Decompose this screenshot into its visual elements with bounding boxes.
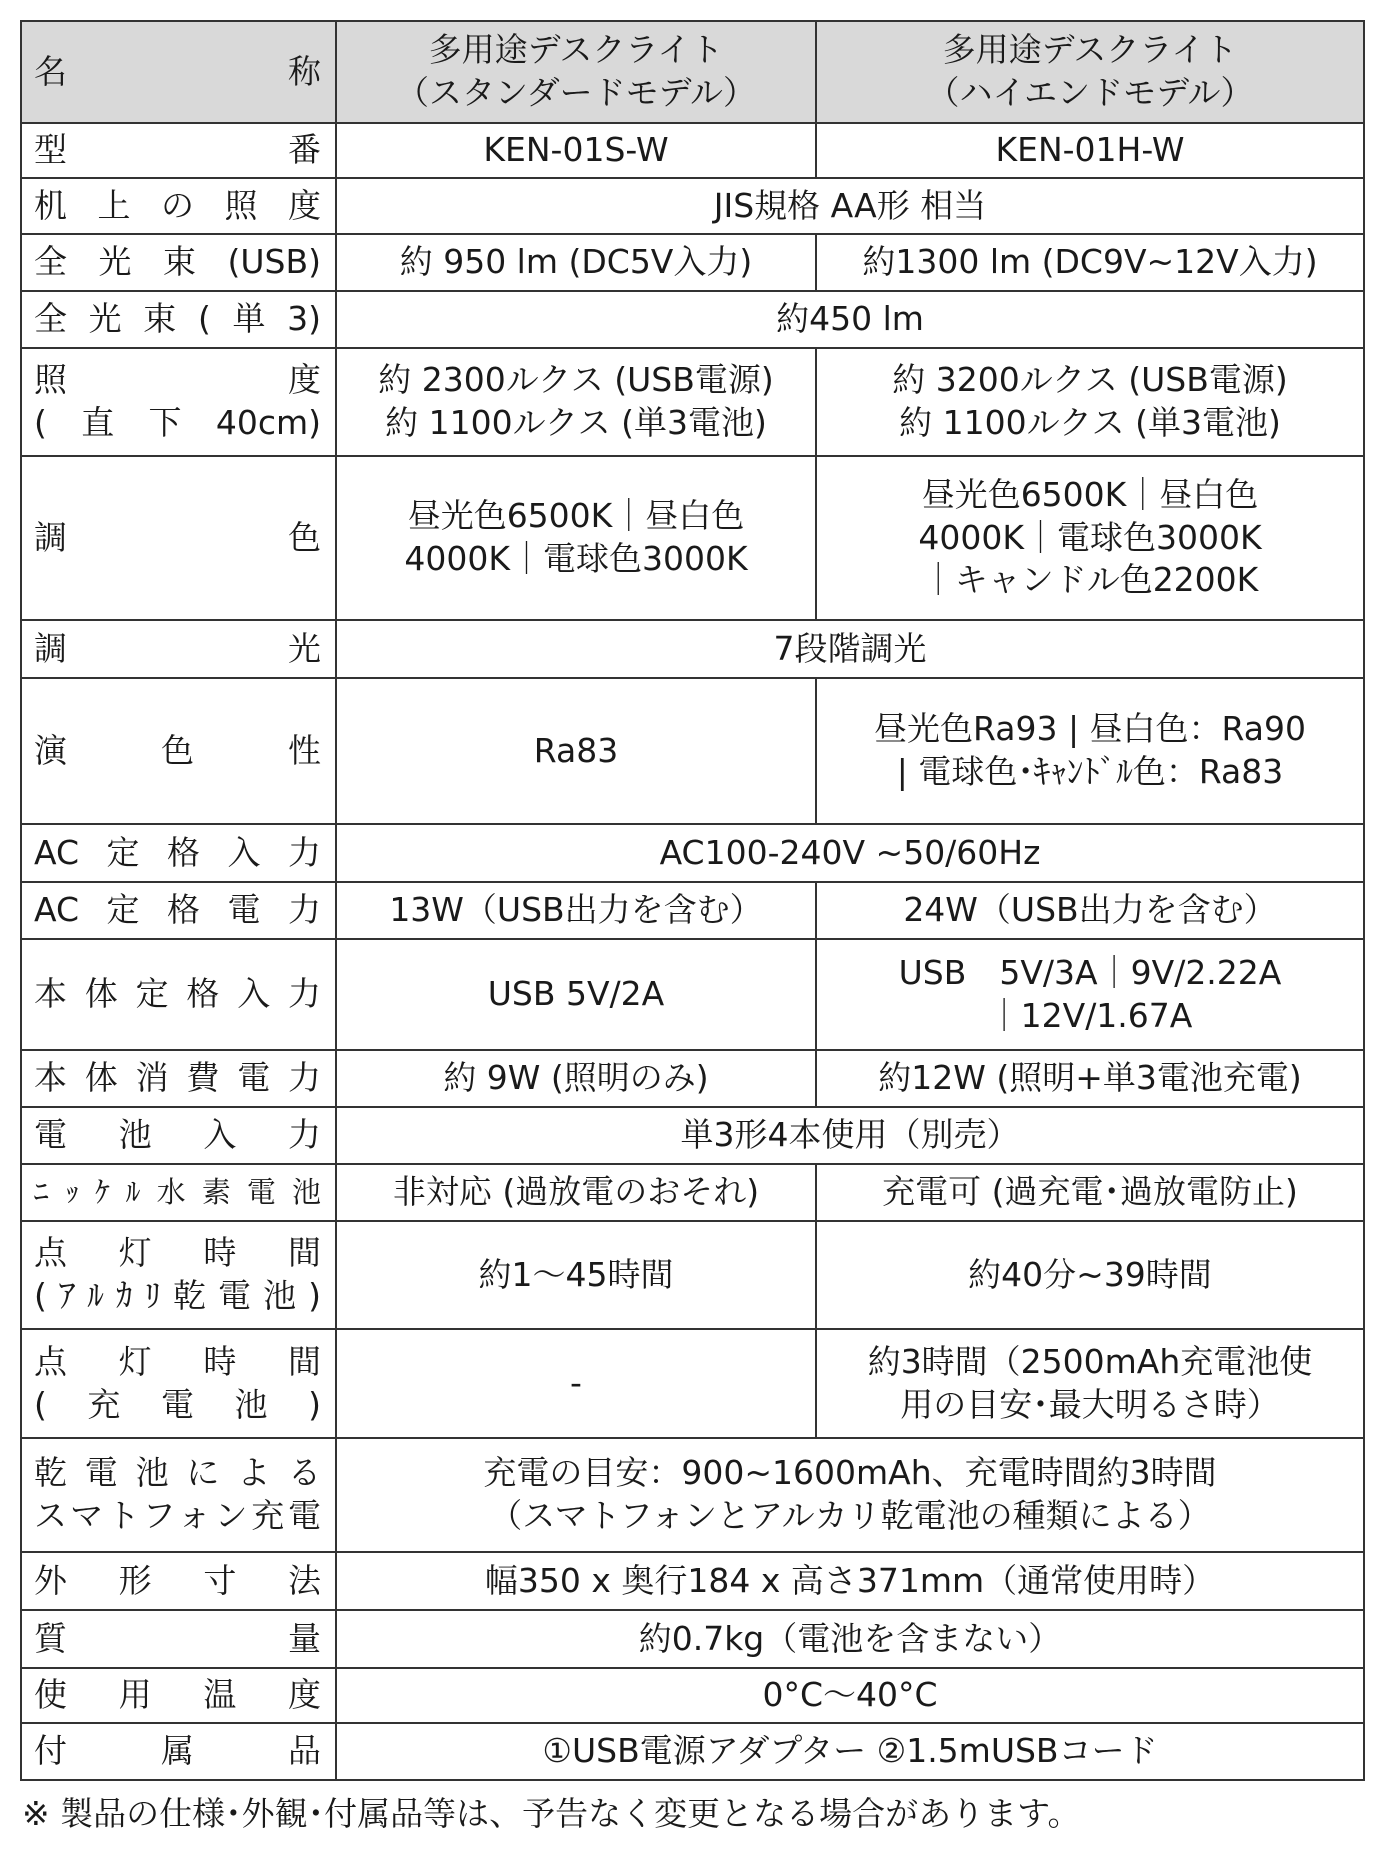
row-label: 質 量 bbox=[21, 1610, 336, 1668]
table-row bbox=[21, 939, 1364, 1050]
row-value-highend: 充電可 (過充電･過放電防止) bbox=[816, 1164, 1364, 1221]
table-row bbox=[21, 678, 1364, 824]
row-value-standard: 約 950 lm (DC5V入力) bbox=[336, 234, 816, 291]
row-label: 演 色 性 bbox=[21, 678, 336, 824]
table-row bbox=[21, 234, 1364, 291]
row-value-standard: KEN-01S-W bbox=[336, 123, 816, 178]
row-label: 外形寸法 bbox=[21, 1552, 336, 1610]
table-row bbox=[21, 1552, 1364, 1610]
row-value-standard: USB 5V/2A bbox=[336, 939, 816, 1050]
table-header-row bbox=[21, 21, 1364, 123]
row-value-highend: 昼光色6500K｜昼白色 4000K｜電球色3000K ｜キャンドル色2200K bbox=[816, 456, 1364, 620]
row-value-highend: 24W（USB出力を含む） bbox=[816, 882, 1364, 939]
row-label: 調 光 bbox=[21, 620, 336, 678]
row-value-shared: 約0.7kg（電池を含まない） bbox=[336, 1610, 1364, 1668]
row-label: 本体消費電力 bbox=[21, 1050, 336, 1107]
row-label: 照 度 (直下40cm) bbox=[21, 348, 336, 456]
table-row bbox=[21, 1050, 1364, 1107]
row-value-highend: 約1300 lm (DC9V~12V入力) bbox=[816, 234, 1364, 291]
row-label: 使用温度 bbox=[21, 1668, 336, 1723]
table-row bbox=[21, 1668, 1364, 1723]
row-value-standard: 非対応 (過放電のおそれ) bbox=[336, 1164, 816, 1221]
row-label: 型 番 bbox=[21, 123, 336, 178]
spec-table bbox=[20, 20, 1365, 1781]
row-value-highend: 約12W (照明+単3電池充電) bbox=[816, 1050, 1364, 1107]
row-label: 乾電池による スマトフォン充電 bbox=[21, 1438, 336, 1552]
row-label: 全光束(USB) bbox=[21, 234, 336, 291]
row-value-shared: 0°C～40°C bbox=[336, 1668, 1364, 1723]
table-row bbox=[21, 1610, 1364, 1668]
table-row bbox=[21, 1438, 1364, 1552]
row-value-shared: 7段階調光 bbox=[336, 620, 1364, 678]
row-value-highend: 約 3200ルクス (USB電源) 約 1100ルクス (単3電池) bbox=[816, 348, 1364, 456]
table-row bbox=[21, 1329, 1364, 1438]
row-value-standard: 約1～45時間 bbox=[336, 1221, 816, 1329]
row-value-highend: 約3時間（2500mAh充電池使 用の目安･最大明るさ時） bbox=[816, 1329, 1364, 1438]
row-value-standard: 約 9W (照明のみ) bbox=[336, 1050, 816, 1107]
footnote: ※ 製品の仕様･外観･付属品等は、予告なく変更となる場合があります。 bbox=[22, 1794, 1081, 1833]
row-label: 本体定格入力 bbox=[21, 939, 336, 1050]
table-row bbox=[21, 123, 1364, 178]
row-value-highend: 昼光色Ra93 | 昼白色：Ra90 | 電球色･ｷｬﾝﾄﾞﾙ色：Ra83 bbox=[816, 678, 1364, 824]
row-value-shared: 単3形4本使用（別売） bbox=[336, 1107, 1364, 1164]
row-value-shared: 幅350 x 奥行184 x 高さ371mm（通常使用時） bbox=[336, 1552, 1364, 1610]
table-row bbox=[21, 291, 1364, 348]
table-row bbox=[21, 178, 1364, 234]
row-label: ﾆｯｹﾙ水素電池 bbox=[21, 1164, 336, 1221]
row-label: 全光束(単3) bbox=[21, 291, 336, 348]
row-value-shared: ①USB電源アダプター ②1.5mUSBコード bbox=[336, 1723, 1364, 1780]
table-row bbox=[21, 824, 1364, 882]
row-value-shared: 約450 lm bbox=[336, 291, 1364, 348]
table-row bbox=[21, 1723, 1364, 1780]
row-value-standard: 13W（USB出力を含む） bbox=[336, 882, 816, 939]
row-value-shared: JIS規格 AA形 相当 bbox=[336, 178, 1364, 234]
table-row bbox=[21, 348, 1364, 456]
row-label: AC定格電力 bbox=[21, 882, 336, 939]
row-label: 調 色 bbox=[21, 456, 336, 620]
row-value-standard: 約 2300ルクス (USB電源) 約 1100ルクス (単3電池) bbox=[336, 348, 816, 456]
table-row bbox=[21, 1107, 1364, 1164]
header-highend-model: 多用途デスクライト （ハイエンドモデル） bbox=[816, 21, 1364, 123]
table-row bbox=[21, 620, 1364, 678]
table-row bbox=[21, 1221, 1364, 1329]
table-row bbox=[21, 1164, 1364, 1221]
row-label: 付 属 品 bbox=[21, 1723, 336, 1780]
table-row bbox=[21, 456, 1364, 620]
row-value-shared: 充電の目安：900~1600mAh、充電時間約3時間 （スマトフォンとアルカリ乾電池の種類による） bbox=[336, 1438, 1364, 1552]
header-label: 名 称 bbox=[21, 21, 336, 123]
row-label: 机上の照度 bbox=[21, 178, 336, 234]
row-value-shared: AC100-240V ~50/60Hz bbox=[336, 824, 1364, 882]
header-standard-model: 多用途デスクライト （スタンダードモデル） bbox=[336, 21, 816, 123]
table-row bbox=[21, 882, 1364, 939]
row-label: AC定格入力 bbox=[21, 824, 336, 882]
row-value-standard: 昼光色6500K｜昼白色 4000K｜電球色3000K bbox=[336, 456, 816, 620]
row-label: 点灯時間 (充電池) bbox=[21, 1329, 336, 1438]
row-value-standard: - bbox=[336, 1329, 816, 1438]
row-value-highend: KEN-01H-W bbox=[816, 123, 1364, 178]
row-label: 点灯時間 (ｱﾙｶﾘ乾電池) bbox=[21, 1221, 336, 1329]
row-value-highend: USB 5V/3A｜9V/2.22A ｜12V/1.67A bbox=[816, 939, 1364, 1050]
row-value-highend: 約40分~39時間 bbox=[816, 1221, 1364, 1329]
row-value-standard: Ra83 bbox=[336, 678, 816, 824]
row-label: 電池入力 bbox=[21, 1107, 336, 1164]
